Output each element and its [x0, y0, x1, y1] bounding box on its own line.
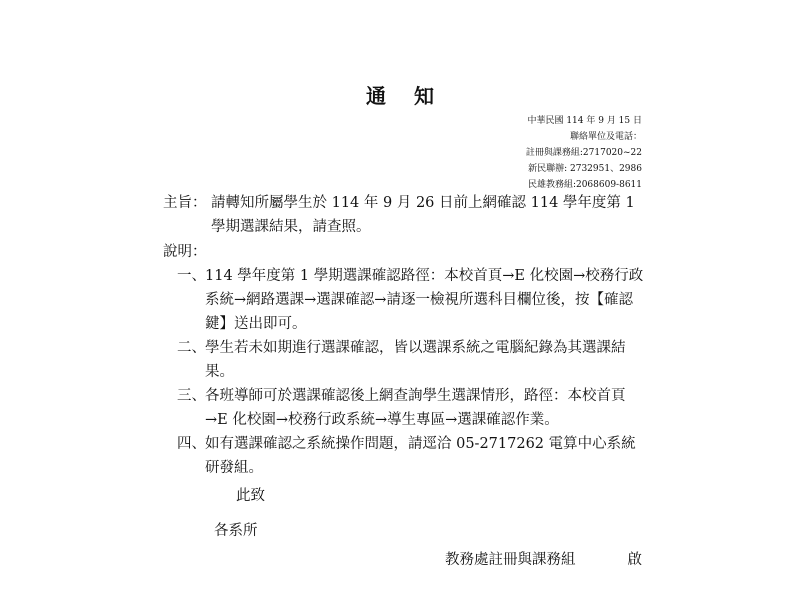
item-text: 學生若未如期進行選課確認，皆以選課系統之電腦紀錄為其選課結果。	[205, 340, 626, 380]
item-number: 二、	[177, 340, 206, 356]
item-text: 各班導師可於選課確認後上網查詢學生選課情形，路徑：本校首頁→E 化校園→校務行政系統→導生專區→選課確認作業。	[205, 388, 626, 428]
list-item	[177, 432, 647, 480]
explanation-list	[177, 264, 647, 480]
contact-phone: 新民聯辦: 2732951、2986	[528, 164, 642, 174]
signature-end: 啟	[627, 552, 642, 568]
subject-block	[163, 191, 643, 239]
contact-label: 聯絡單位及電話：	[569, 132, 642, 142]
item-number: 三、	[177, 388, 206, 404]
item-text: 如有選課確認之系統操作問題，請逕洽 05-2717262 電算中心系統研發組。	[205, 436, 636, 476]
meta-block	[526, 113, 642, 193]
list-item	[177, 384, 647, 432]
page-title: 通知	[366, 84, 462, 108]
item-text: 114 學年度第 1 學期選課確認路徑：本校首頁→E 化校園→校務行政系統→網路選課→選課確認→請逐一檢視所選科目欄位後，按【確認鍵】送出即可。	[205, 268, 644, 332]
signature	[445, 548, 642, 572]
contact-phone: 民雄教務組:2068609-8611	[527, 180, 642, 190]
list-item	[177, 264, 647, 336]
item-number: 四、	[177, 436, 206, 452]
closing-recipient: 各系所	[214, 523, 258, 539]
item-number: 一、	[177, 268, 206, 284]
closing-salutation: 此致	[236, 488, 265, 504]
subject-label: 主旨：	[163, 195, 207, 211]
contact-phone: 註冊與課務組:2717020~22	[525, 148, 642, 158]
signature-office: 教務處註冊與課務組	[445, 552, 576, 568]
notice-date: 中華民國 114 年 9 月 15 日	[527, 116, 642, 126]
explanation-label: 說明：	[163, 244, 207, 260]
subject-text: 請轉知所屬學生於 114 年 9 月 26 日前上網確認 114 學年度第 1 學期選課結果，請查照。	[211, 195, 635, 235]
list-item	[177, 336, 647, 384]
